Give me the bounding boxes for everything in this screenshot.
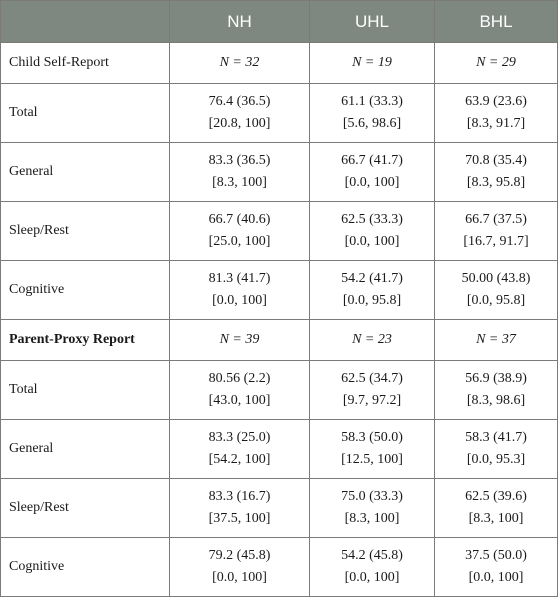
value-cell [310, 479, 435, 538]
range-value: [0.0, 95.8] [342, 293, 402, 308]
mean-sd-value: 62.5 (33.3) [341, 212, 403, 227]
mean-sd-value: 61.1 (33.3) [341, 94, 403, 109]
section-title: Parent-Proxy Report [1, 320, 170, 361]
mean-sd-value: 83.3 (16.7) [208, 489, 271, 504]
value-cell [435, 202, 558, 261]
value-cell [435, 479, 558, 538]
range-value: [8.3, 100] [344, 511, 400, 526]
range-value: [8.3, 100] [212, 175, 267, 190]
mean-sd-value: 79.2 (45.8) [208, 548, 271, 563]
sample-size-cell: N = 39 [170, 320, 310, 361]
row-label: Cognitive [1, 538, 170, 597]
range-value: [8.3, 95.8] [466, 175, 526, 190]
value-cell [310, 261, 435, 320]
value-cell [310, 420, 435, 479]
value-cell [435, 261, 558, 320]
mean-sd-value: 54.2 (45.8) [341, 548, 403, 563]
range-value: [20.8, 100] [208, 116, 271, 131]
mean-sd-value: 66.7 (37.5) [465, 212, 527, 227]
value-cell [435, 361, 558, 420]
mean-sd-value: 50.00 (43.8) [461, 271, 531, 286]
range-value: [0.0, 100] [344, 234, 400, 249]
mean-sd-value: 70.8 (35.4) [465, 153, 527, 168]
header-row [1, 1, 558, 43]
mean-sd-value: 62.5 (34.7) [341, 371, 403, 386]
value-cell [170, 538, 310, 597]
mean-sd-value: 80.56 (2.2) [208, 371, 271, 386]
sample-size-cell: N = 37 [435, 320, 558, 361]
value-cell [435, 143, 558, 202]
row-label: Sleep/Rest [1, 202, 170, 261]
value-cell [310, 84, 435, 143]
header-nh: NH [170, 1, 310, 43]
row-label: Total [1, 84, 170, 143]
value-cell [310, 202, 435, 261]
table-row [1, 84, 558, 143]
value-cell [170, 202, 310, 261]
header-bhl: BHL [435, 1, 558, 43]
range-value: [0.0, 95.3] [466, 452, 526, 467]
row-label: Cognitive [1, 261, 170, 320]
range-value: [8.3, 100] [468, 511, 524, 526]
sample-size-cell: N = 23 [310, 320, 435, 361]
value-cell [435, 538, 558, 597]
section-row [1, 320, 558, 361]
mean-sd-value: 66.7 (40.6) [208, 212, 271, 227]
table-row [1, 538, 558, 597]
range-value: [0.0, 100] [468, 570, 524, 585]
range-value: [8.3, 91.7] [466, 116, 526, 131]
table-row [1, 361, 558, 420]
mean-sd-value: 58.3 (50.0) [341, 430, 403, 445]
value-cell [170, 261, 310, 320]
row-label: General [1, 143, 170, 202]
value-cell [170, 420, 310, 479]
table-body [1, 43, 558, 597]
range-value: [5.6, 98.6] [342, 116, 402, 131]
range-value: [0.0, 100] [344, 175, 400, 190]
section-row [1, 43, 558, 84]
mean-sd-value: 81.3 (41.7) [208, 271, 271, 286]
range-value: [0.0, 95.8] [466, 293, 526, 308]
table-header [1, 1, 558, 43]
sample-size-cell: N = 32 [170, 43, 310, 84]
mean-sd-value: 58.3 (41.7) [465, 430, 527, 445]
table-row [1, 261, 558, 320]
value-cell [170, 143, 310, 202]
value-cell [170, 361, 310, 420]
value-cell [310, 143, 435, 202]
mean-sd-value: 56.9 (38.9) [465, 371, 527, 386]
mean-sd-value: 76.4 (36.5) [208, 94, 271, 109]
value-cell [310, 361, 435, 420]
range-value: [54.2, 100] [208, 452, 271, 467]
mean-sd-value: 63.9 (23.6) [465, 94, 527, 109]
header-blank-cell [1, 1, 170, 43]
mean-sd-value: 83.3 (25.0) [208, 430, 271, 445]
range-value: [16.7, 91.7] [463, 234, 529, 249]
mean-sd-value: 37.5 (50.0) [465, 548, 527, 563]
value-cell [170, 479, 310, 538]
table-row [1, 420, 558, 479]
range-value: [43.0, 100] [208, 393, 271, 408]
table-row [1, 202, 558, 261]
value-cell [435, 84, 558, 143]
table-row [1, 479, 558, 538]
mean-sd-value: 83.3 (36.5) [208, 153, 271, 168]
table-row [1, 143, 558, 202]
range-value: [25.0, 100] [208, 234, 271, 249]
range-value: [9.7, 97.2] [342, 393, 402, 408]
sample-size-cell: N = 29 [435, 43, 558, 84]
row-label: Sleep/Rest [1, 479, 170, 538]
mean-sd-value: 54.2 (41.7) [341, 271, 403, 286]
value-cell [310, 538, 435, 597]
section-title: Child Self-Report [1, 43, 170, 84]
mean-sd-value: 75.0 (33.3) [341, 489, 403, 504]
value-cell [435, 420, 558, 479]
row-label: General [1, 420, 170, 479]
range-value: [0.0, 100] [212, 293, 267, 308]
header-uhl: UHL [310, 1, 435, 43]
mean-sd-value: 62.5 (39.6) [465, 489, 527, 504]
sample-size-cell: N = 19 [310, 43, 435, 84]
range-value: [0.0, 100] [344, 570, 400, 585]
range-value: [0.0, 100] [212, 570, 267, 585]
row-label: Total [1, 361, 170, 420]
range-value: [12.5, 100] [341, 452, 403, 467]
range-value: [8.3, 98.6] [466, 393, 526, 408]
mean-sd-value: 66.7 (41.7) [341, 153, 403, 168]
range-value: [37.5, 100] [208, 511, 271, 526]
value-cell [170, 84, 310, 143]
